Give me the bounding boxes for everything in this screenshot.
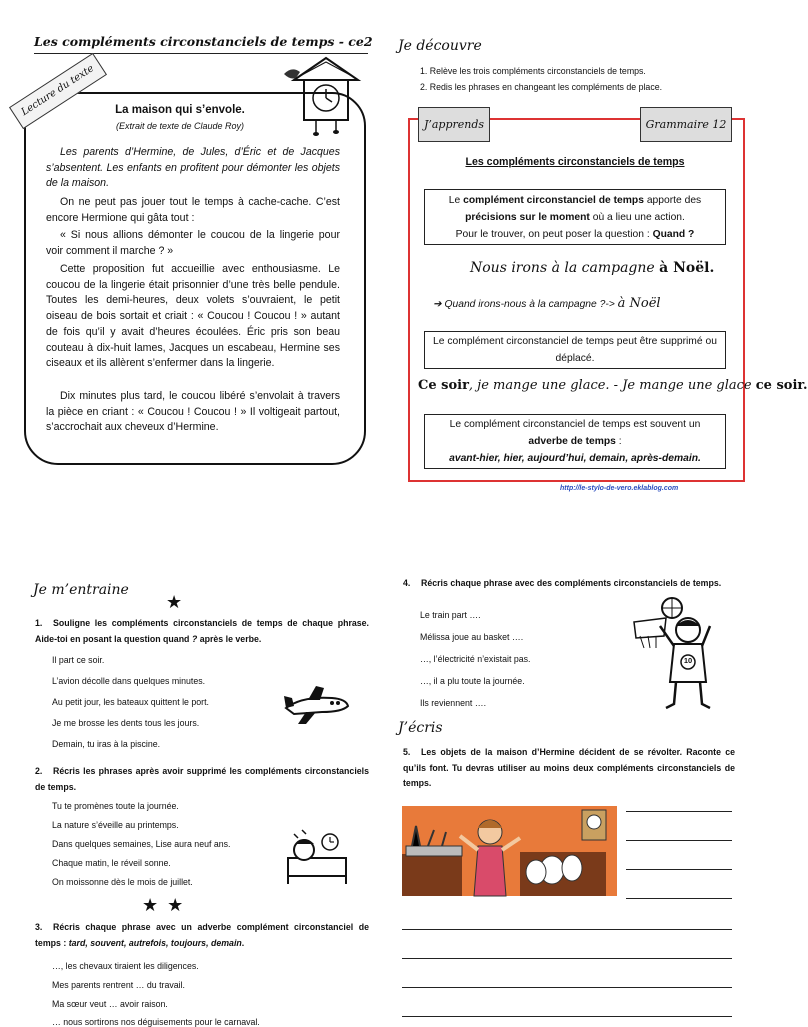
q3-line-3: Ma sœur veut … avoir raison. [52, 999, 168, 1009]
q4-line-2: Mélissa joue au basket …. [420, 632, 524, 642]
write-title: J’écris [398, 720, 443, 736]
rule-box-1: Le complément circonstanciel de temps apporte des précisions sur le moment où a lieu une action. Pour le trouver, on peut poser la question : Quand ? [424, 189, 726, 245]
rule-box-2: Le complément circonstanciel de temps peut être supprimé ou déplacé. [424, 331, 726, 369]
story-paragraph-5: Dix minutes plus tard, le coucou libéré s’envolait à travers la pièce en criant : « Coucou ! Coucou ! » Il voltigeait partout, s’accrochait aux cheveux d’Hermine. [46, 390, 340, 434]
learn-tab: J’apprends [418, 107, 490, 142]
q3-line-2: Mes parents rentrent … du travail. [52, 980, 185, 990]
page-title: Les compléments circonstanciels de temps - ce2 [34, 34, 368, 54]
source-link[interactable]: http://le-stylo-de-vero.eklablog.com [560, 485, 679, 492]
sleeping-child-illustration [282, 828, 352, 886]
q3-line-1: …, les chevaux tiraient les diligences. [52, 961, 199, 971]
answer-line[interactable] [402, 958, 732, 959]
q1-line-5: Demain, tu iras à la piscine. [52, 739, 161, 749]
answer-line[interactable] [626, 869, 732, 870]
practice-title: Je m’entraine [33, 582, 129, 598]
answer-line[interactable] [626, 898, 732, 899]
q4-line-3: …, l’électricité n’existait pas. [420, 654, 531, 664]
story-source: (Extrait de texte de Claude Roy) [115, 121, 245, 131]
kitchen-revolt-illustration [402, 806, 617, 896]
q2-line-2: La nature s’éveille au printemps. [52, 820, 179, 830]
discover-title: Je découvre [398, 38, 482, 54]
answer-line[interactable] [402, 929, 732, 930]
question-2: 2. Récris les phrases après avoir supprimé les compléments circonstanciels de temps. [35, 766, 369, 792]
q4-line-4: …, il a plu toute la journée. [420, 676, 525, 686]
story-title: La maison qui s’envole. [115, 104, 245, 116]
answer-line[interactable] [626, 811, 732, 812]
discover-item-2: 2. Redis les phrases en changeant les compléments de place. [420, 82, 663, 92]
grammar-tab: Grammaire 12 [640, 107, 732, 142]
q2-line-3: Dans quelques semaines, Lise aura neuf ans. [52, 839, 231, 849]
basketball-player-illustration [630, 596, 720, 712]
answer-line[interactable] [402, 1016, 732, 1017]
example-1-question: ➔ Quand irons-nous à la campagne ?-> à Noël [433, 296, 661, 311]
story-paragraph-2: On ne peut pas jouer tout le temps à cache-cache. C’est encore Hermione qui gâta tout : [46, 196, 340, 224]
airplane-illustration [282, 682, 350, 726]
answer-line[interactable] [626, 840, 732, 841]
reading-tag: Lecture du texte [9, 53, 107, 129]
discover-item-1: 1. Relève les trois compléments circonstanciels de temps. [420, 66, 646, 76]
rule-box-3: Le complément circonstanciel de temps est souvent un adverbe de temps : avant-hier, hier, aujourd’hui, demain, après-demain. [424, 414, 726, 469]
example-1: Nous irons à la campagne à Noël. [470, 260, 715, 276]
q4-line-1: Le train part …. [420, 610, 481, 620]
story-paragraph-4: Cette proposition fut accueillie avec enthousiasme. Le coucou de la lingerie était prisonnier d’une très belle pendule. Toutes les demi-heures, deux volets s’ouvraient, le petit oiseau de bois sortait et criait : « Coucou ! Coucou ! » autant de fois qu’il y avait d’heures écoulées. Éric pris son beau couteau à dix-huit lames, Jacques un escabeau, Hermine ses ciseaux et ils allèrent s’enfermer dans la lingerie. [46, 263, 340, 370]
q4-line-5: Ils reviennent …. [420, 698, 487, 708]
question-1: 1. Souligne les compléments circonstanciels de temps de chaque phrase. Aide-toi en posant la question quand ? après le verbe. [35, 618, 369, 644]
star-icon: ★ [166, 592, 183, 612]
question-4: 4. Récris chaque phrase avec des compléments circonstanciels de temps. [403, 578, 722, 588]
q3-line-4: … nous sortirons nos déguisements pour le carnaval. [52, 1017, 260, 1027]
q2-line-4: Chaque matin, le réveil sonne. [52, 858, 171, 868]
q1-line-2: L’avion décolle dans quelques minutes. [52, 676, 206, 686]
answer-line[interactable] [402, 987, 732, 988]
story-paragraph-1: Les parents d’Hermine, de Jules, d’Éric et de Jacques s’absentent. Les enfants en profitent pour démonter les objets de la maison. [46, 146, 340, 190]
story-paragraph-3: « Si nous allions démonter le coucou de la lingerie pour voir comment il marche ? » [46, 229, 340, 257]
q2-line-5: On moissonne dès le mois de juillet. [52, 877, 193, 887]
two-stars-icon: ★ ★ [142, 895, 186, 915]
q1-line-1: Il part ce soir. [52, 655, 105, 665]
q1-line-3: Au petit jour, les bateaux quittent le port. [52, 697, 209, 707]
example-2: Ce soir, je mange une glace. - Je mange une glace ce soir. [418, 378, 808, 393]
q2-line-1: Tu te promènes toute la journée. [52, 801, 179, 811]
q1-line-4: Je me brosse les dents tous les jours. [52, 718, 200, 728]
lesson-heading: Les compléments circonstanciels de temps [465, 156, 685, 168]
question-5: 5. Les objets de la maison d’Hermine décident de se révolter. Raconte ce qu’ils font. Tu devras utiliser au moins deux compléments circonstanciels de temps. [403, 747, 735, 788]
jersey-number: 10 [683, 656, 693, 665]
question-3: 3. Récris chaque phrase avec un adverbe complément circonstanciel de temps : tard, souvent, autrefois, toujours, demain. [35, 922, 369, 948]
